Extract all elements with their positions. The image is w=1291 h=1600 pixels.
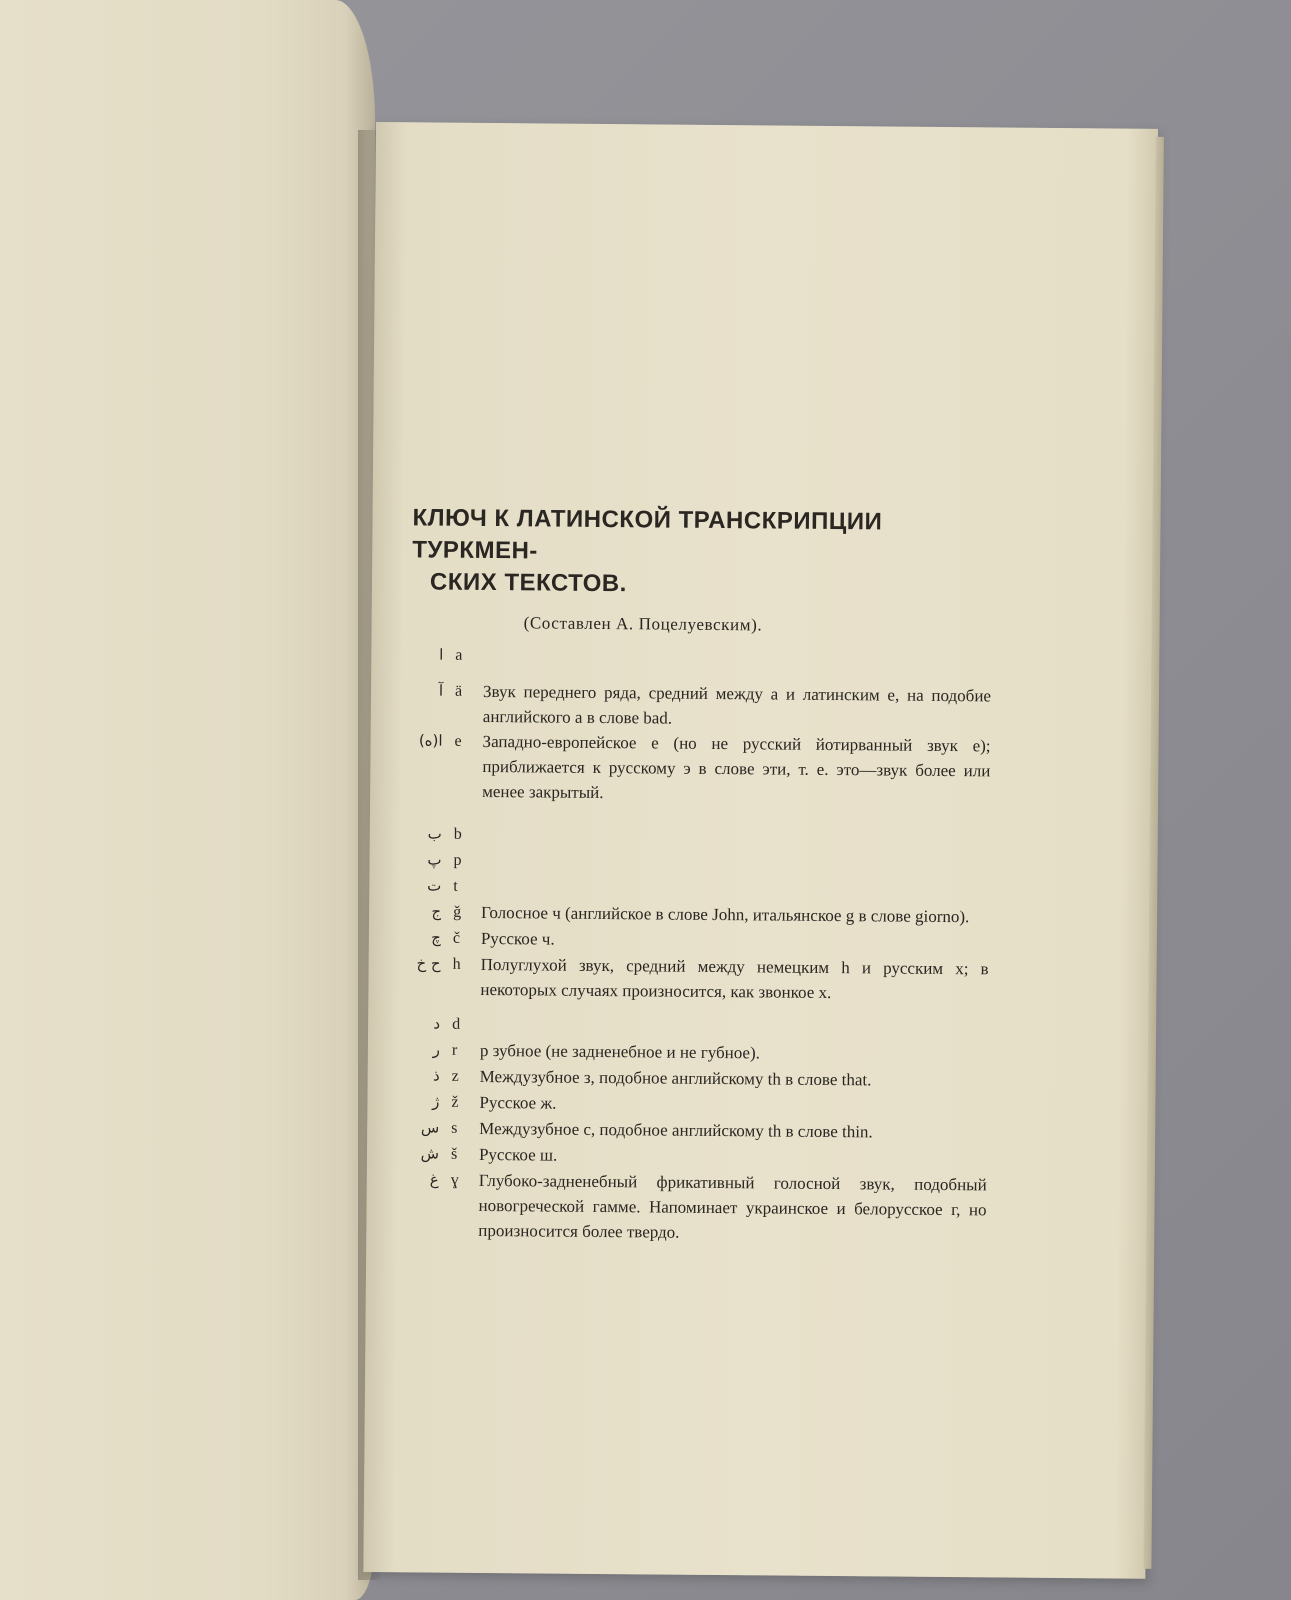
arabic-letter: س [420,1118,440,1137]
arabic-letter: ح خ [416,954,441,973]
latin-letter: ɣ [450,1171,459,1189]
sound-description: Русское ж. [479,1092,557,1113]
arabic-letter: آ [438,681,444,700]
arabic-letter: ب [427,824,442,843]
sound-description: Русское ш. [478,1144,558,1165]
latin-letter: z [451,1067,459,1085]
arabic-letter: ا [439,645,444,664]
latin-letter: e [454,732,462,750]
page-subtitle: (Составлен А. Поцелуевским). [523,613,763,635]
sound-description: Глубоко-задненебный фрикативный голосной звук, подобный новогреческой гамме. Напоминает украинское и белорусское г, но произносится более твердо. [478,1170,987,1242]
latin-letter: ä [454,682,463,700]
arabic-letter: ذ [432,1066,440,1085]
transcription-key-list [406,642,991,1247]
latin-letter: a [455,646,463,664]
sound-description: р зубное (не задненебное и не губное). [479,1040,761,1063]
list-item [410,728,991,808]
sound-description [482,822,990,826]
page-content [406,502,992,1247]
latin-letter: ž [451,1093,459,1111]
latin-letter: h [452,955,461,973]
arabic-letter: د [433,1014,441,1033]
latin-letter: š [450,1145,458,1163]
page-edge [1143,137,1163,1569]
page-title [412,502,993,603]
latin-letter: s [451,1119,458,1137]
sound-description [480,1012,988,1016]
arabic-letter: ر [432,1040,440,1059]
latin-letter: č [452,929,461,947]
sound-description [483,643,991,647]
sound-description: Русское ч. [480,928,555,949]
list-item [408,951,988,1006]
sound-description: Полуглухой звук, средний между немецким h и русским x; в некоторых случаях произносится, как звонкое x. [480,954,989,1003]
sound-description: Звук переднего ряда, средний между a и латинским e, на подобие английского a в слове bad. [482,681,992,728]
title-line-2: СКИХ ТЕКСТОВ. [429,568,627,598]
latin-letter: p [453,851,462,869]
list-item [411,678,991,733]
arabic-letter: ژ [432,1092,440,1111]
latin-letter: d [452,1015,461,1033]
list-item [411,642,991,673]
arabic-letter: ش [420,1144,440,1163]
arabic-letter: غ [429,1170,439,1189]
arabic-letter: ج [431,902,442,921]
sound-description: Голосное ч (английское в слове John, итальянское g в слове giorno). [481,902,970,927]
sound-description: Междузубное с, подобное английскому th в слове thin. [479,1118,873,1142]
list-item [406,1167,987,1247]
left-page [0,0,375,1600]
latin-letter: r [451,1041,458,1059]
right-page [363,122,1158,1579]
latin-letter: b [453,825,462,843]
arabic-letter: ت [427,876,442,895]
sound-description: Междузубное з, подобное английскому th в слове that. [479,1066,872,1090]
arabic-letter: پ [427,850,442,869]
arabic-letter: ا(ه) [418,731,443,750]
latin-letter: ǧ [453,903,462,921]
arabic-letter: چ [431,928,441,947]
title-line-1: КЛЮЧ К ЛАТИНСКОЙ ТРАНСКРИПЦИИ ТУРКМЕН- [412,504,883,565]
latin-letter: t [453,877,458,895]
sound-description: Западно-европейское e (но не русский йотирванный звук e); приближается к русскому э в слове эти, т. е. это—звук более или менее закрытый. [482,731,991,803]
